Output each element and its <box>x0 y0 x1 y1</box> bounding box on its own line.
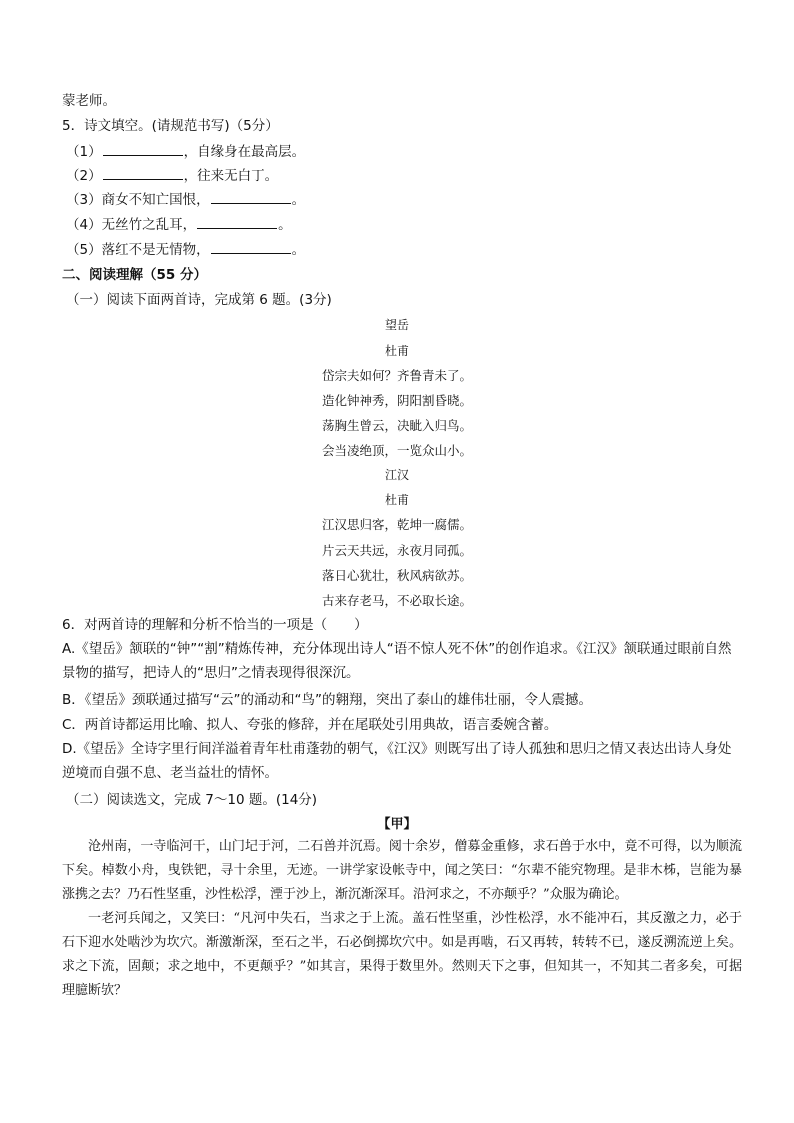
q6-option-a: A.《望岳》颔联的“钟”“割”精炼传神，充分体现出诗人“语不惊人死不休”的创作追求。《江汉》颔联通过眼前自然景物的描写，把诗人的“思归”之情表现得很深沉。 <box>62 641 732 681</box>
poem2-line-1: 江汉思归客，乾坤一腐儒。 <box>321 517 472 532</box>
poem2-line-4: 古来存老马，不必取长途。 <box>321 593 472 608</box>
q5-item-3-text: 商女不知亡国恨， <box>101 192 210 208</box>
section-2-heading: 二、阅读理解（55 分） <box>62 267 207 283</box>
q5-item-2 <box>66 166 278 185</box>
answer-blank[interactable] <box>211 240 291 254</box>
q6-option-c: C．两首诗都运用比喻、拟人、夸张的修辞，并在尾联处引用典故，语言委婉含蓄。 <box>62 717 558 733</box>
q5-item-4-end: 。 <box>278 217 292 233</box>
poem1-title: 望岳 <box>384 318 409 332</box>
q5-item-5-number: （5） <box>66 242 102 258</box>
q5-item-2-number: （2） <box>66 168 102 184</box>
q5-item-3 <box>66 190 305 209</box>
q6-option-b: B．《望岳》颈联通过描写“云”的涌动和“鸟”的翱翔，突出了泰山的雄伟壮丽，令人震撼。 <box>62 692 592 708</box>
q5-item-4 <box>66 215 292 234</box>
passage-mark: 【甲】 <box>377 817 417 832</box>
poem1-line-1: 岱宗夫如何？齐鲁青未了。 <box>321 368 472 383</box>
poem2-title: 江汉 <box>384 468 409 482</box>
q5-heading: 5．诗文填空。(请规范书写)（5分） <box>62 118 279 134</box>
poem2-author: 杜甫 <box>384 493 409 507</box>
q6-option-d: D.《望岳》全诗字里行间洋溢着青年杜甫蓬勃的朝气，《江汉》则既写出了诗人孤独和思归之情又表达出诗人身处逆境而自强不息、老当益壮的情怀。 <box>62 741 732 781</box>
poem2-line-2: 片云天共远，永夜月同孤。 <box>321 543 472 558</box>
q5-item-1-number: （1） <box>66 144 102 160</box>
answer-blank[interactable] <box>211 190 291 204</box>
q5-item-5 <box>66 240 305 259</box>
q6-stem: 6．对两首诗的理解和分析不恰当的一项是（ ） <box>62 617 368 633</box>
poem1-line-3: 荡胸生曾云，决眦入归鸟。 <box>321 418 472 433</box>
answer-blank[interactable] <box>197 215 277 229</box>
passage-paragraph-1: 沧州南，一寺临河干，山门圮于河，二石兽并沉焉。阅十余岁，僧募金重修，求石兽于水中，竟不可得，以为顺流下矣。棹数小舟，曳铁钯，寻十余里，无迹。一讲学家设帐寺中，闻之笑曰：“尔辈不能究物理。是非木柹，岂能为暴涨携之去？乃石性坚重，沙性松浮，湮于沙上，渐沉渐深耳。沿河求之，不亦颠乎？”众服为确论。 <box>62 839 742 902</box>
q5-item-3-number: （3） <box>66 192 102 208</box>
poem2-line-3: 落日心犹壮，秋风病欲苏。 <box>321 568 472 583</box>
q5-item-4-number: （4） <box>66 217 102 233</box>
answer-blank[interactable] <box>103 166 183 180</box>
q5-item-3-end: 。 <box>291 192 306 208</box>
q5-item-5-end: 。 <box>291 242 306 258</box>
q5-item-1 <box>66 142 305 161</box>
q5-item-1-text: ，自缘身在最高层。 <box>183 144 306 160</box>
q5-item-5-text: 落红不是无情物， <box>101 242 210 258</box>
poem1-author: 杜甫 <box>384 344 409 358</box>
q5-item-4-text: 无丝竹之乱耳， <box>101 217 197 233</box>
part-1-heading: （一）阅读下面两首诗，完成第 6 题。(3分) <box>66 292 332 308</box>
poem1-line-2: 造化钟神秀，阴阳割昏晓。 <box>321 393 472 408</box>
classical-passage <box>62 835 742 1003</box>
q5-item-2-text: ，往来无白丁。 <box>183 168 279 184</box>
continuation-text: 蒙老师。 <box>62 93 116 109</box>
part-2-heading: （二）阅读选文，完成 7～10 题。(14分) <box>66 792 318 808</box>
poem1-line-4: 会当凌绝顶，一览众山小。 <box>321 443 472 458</box>
answer-blank[interactable] <box>103 142 183 156</box>
passage-paragraph-2: 一老河兵闻之，又笑曰：“凡河中失石，当求之于上流。盖石性坚重，沙性松浮，水不能冲石，其反激之力，必于石下迎水处啮沙为坎穴。渐激渐深，至石之半，石必倒掷坎穴中。如是再啮，石又再转，转转不已，遂反溯流逆上矣。求之下流，固颠；求之地中，不更颠乎？”如其言，果得于数里外。然则天下之事，但知其一，不知其二者多矣，可据理臆断欤？ <box>62 911 742 998</box>
